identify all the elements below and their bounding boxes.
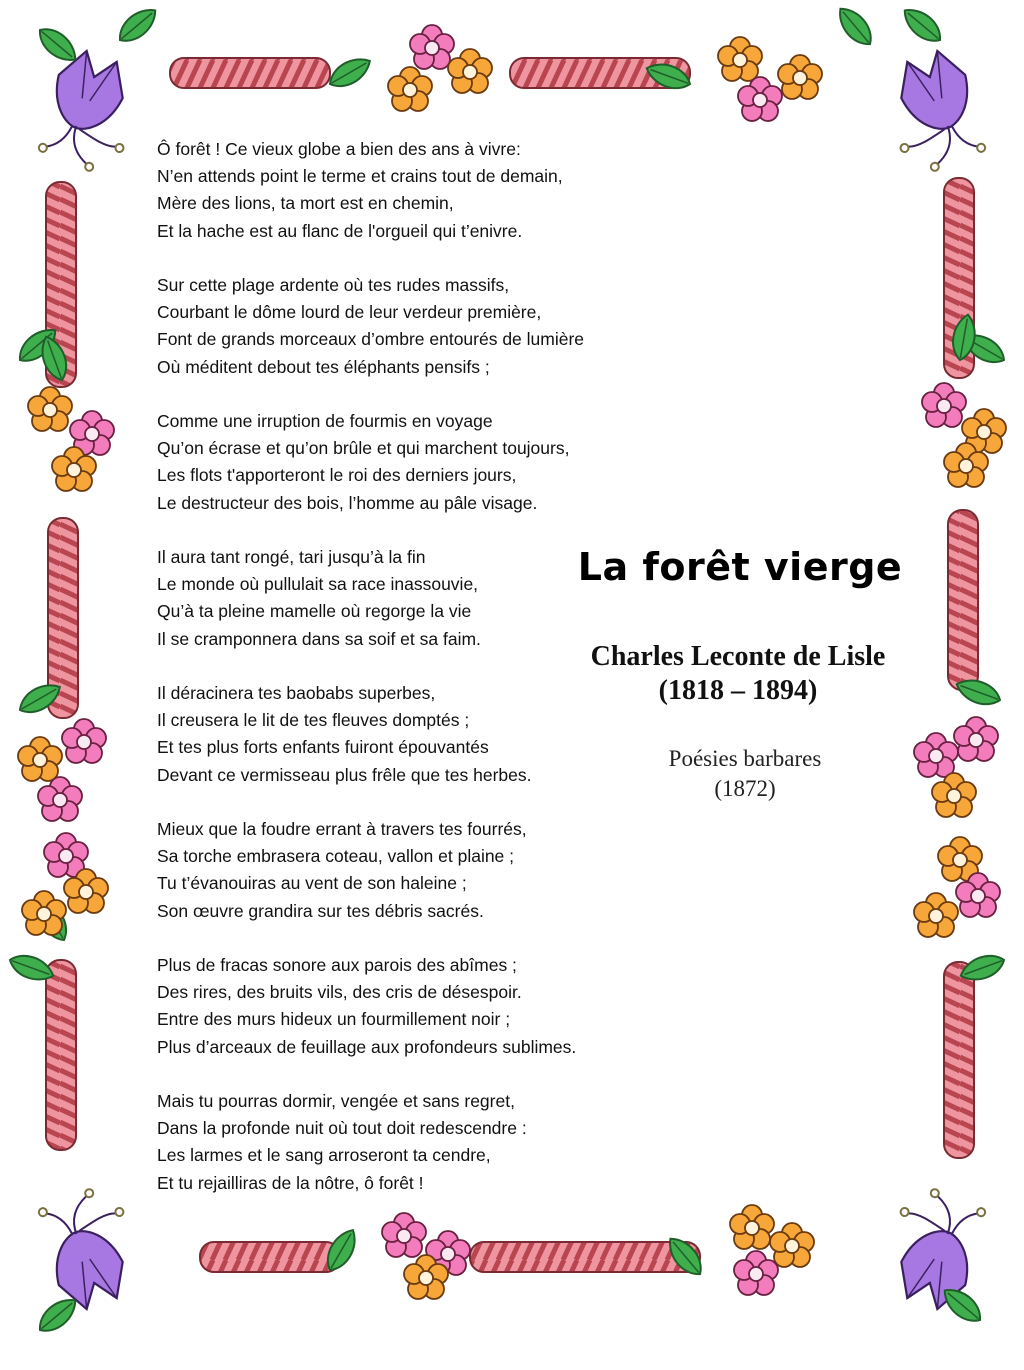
poem-line: Qu’à ta pleine mamelle où regorge la vie xyxy=(157,601,472,622)
poem-line: Sa torche embrasera coteau, vallon et plaine ; xyxy=(157,846,515,867)
rope-top-left xyxy=(170,58,330,88)
flower-cluster-right-upper xyxy=(922,383,966,427)
poem-line: Et la hache est au flanc de l'orgueil qui t’enivre. xyxy=(157,220,523,241)
poem-line: Mais tu pourras dormir, vengée et sans regret, xyxy=(157,1091,515,1111)
stanza xyxy=(157,952,677,1061)
stanza xyxy=(157,136,677,245)
stanza xyxy=(157,1088,677,1197)
flower-cluster-top-mid xyxy=(410,25,454,69)
flower-cluster-left-upper xyxy=(28,387,72,431)
stanza xyxy=(157,272,677,381)
author-name: Charles Leconte de Lisle xyxy=(590,641,886,672)
rope-right-bottom xyxy=(944,962,974,1158)
poem-line: Et tes plus forts enfants fuiront épouvantés xyxy=(157,737,489,758)
poem-line: Et tu rejailliras de la nôtre, ô forêt ! xyxy=(157,1172,424,1193)
rope-bottom-left xyxy=(200,1242,340,1272)
author-dates: (1818 – 1894) xyxy=(658,675,818,706)
collection-block xyxy=(580,744,910,804)
poem-line: Le destructeur des bois, l’homme au pâle visage. xyxy=(157,492,538,513)
poem-line: Le monde où pullulait sa race inassouvie, xyxy=(157,574,479,595)
poem-line: Qu’on écrase et qu’on brûle et qui marchent toujours, xyxy=(157,438,570,459)
poem-line: Ô forêt ! Ce vieux globe a bien des ans à vivre: xyxy=(157,139,521,159)
poem-line: Tu t’évanouiras au vent de son haleine ; xyxy=(157,873,467,894)
poem-line: Les flots t'apporteront le roi des derniers jours, xyxy=(157,465,517,486)
poem-line: Il aura tant rongé, tari jusqu’à la fin xyxy=(157,547,426,567)
poem-line: Il creusera le lit de tes fleuves domptés ; xyxy=(157,710,470,731)
rope-right-mid xyxy=(948,510,978,690)
flower-cluster-bottom-right xyxy=(730,1205,774,1249)
stanza xyxy=(157,816,677,925)
flower-cluster-top-right xyxy=(718,37,762,81)
poem-line: Mère des lions, ta mort est en chemin, xyxy=(157,193,454,214)
poem-line: Sur cette plage ardente où tes rudes massifs, xyxy=(157,275,510,295)
rope-left-bottom xyxy=(46,960,76,1150)
author-block xyxy=(560,640,916,708)
poem-line: Mieux que la foudre errant à travers tes fourrés, xyxy=(157,819,527,839)
flower-cluster-left-mid xyxy=(18,737,62,781)
poem-line: Dans la profonde nuit où tout doit redescendre : xyxy=(157,1118,527,1139)
poem-line: Il déracinera tes baobabs superbes, xyxy=(157,683,436,703)
poem-line: Les larmes et le sang arroseront ta cendre, xyxy=(157,1145,491,1166)
poem-line: Courbant le dôme lourd de leur verdeur première, xyxy=(157,302,542,323)
poem-line: Plus d’arceaux de feuillage aux profondeurs sublimes. xyxy=(157,1036,577,1057)
bellflower-bottom-right xyxy=(873,1181,992,1316)
poem-line: Font de grands morceaux d’ombre entourés de lumière xyxy=(157,329,585,350)
poem-line: Comme une irruption de fourmis en voyage xyxy=(157,411,493,431)
poem-title: La forêt vierge xyxy=(577,545,903,589)
bellflower-top-left xyxy=(31,45,150,180)
bellflower-bottom-left xyxy=(31,1181,150,1316)
collection-year: (1872) xyxy=(714,776,776,801)
rope-bottom-mid xyxy=(470,1242,700,1272)
poem-line: Devant ce vermisseau plus frêle que tes herbes. xyxy=(157,764,532,785)
bellflower-top-right xyxy=(873,45,992,180)
poem-line: Son œuvre grandira sur tes débris sacrés. xyxy=(157,900,484,921)
collection-name: Poésies barbares xyxy=(668,746,822,771)
poem-line: Plus de fracas sonore aux parois des abîmes ; xyxy=(157,955,517,975)
flower-cluster-right-mid xyxy=(914,733,958,777)
poem-line: Où méditent debout tes éléphants pensifs ; xyxy=(157,356,490,377)
poem-line: N’en attends point le terme et crains tout de demain, xyxy=(157,166,563,187)
poem-line: Entre des murs hideux un fourmillement noir ; xyxy=(157,1009,511,1030)
poem-line: Il se cramponnera dans sa soif et sa faim. xyxy=(157,628,481,649)
stanza xyxy=(157,408,677,517)
poem-line: Des rires, des bruits vils, des cris de désespoir. xyxy=(157,982,522,1003)
